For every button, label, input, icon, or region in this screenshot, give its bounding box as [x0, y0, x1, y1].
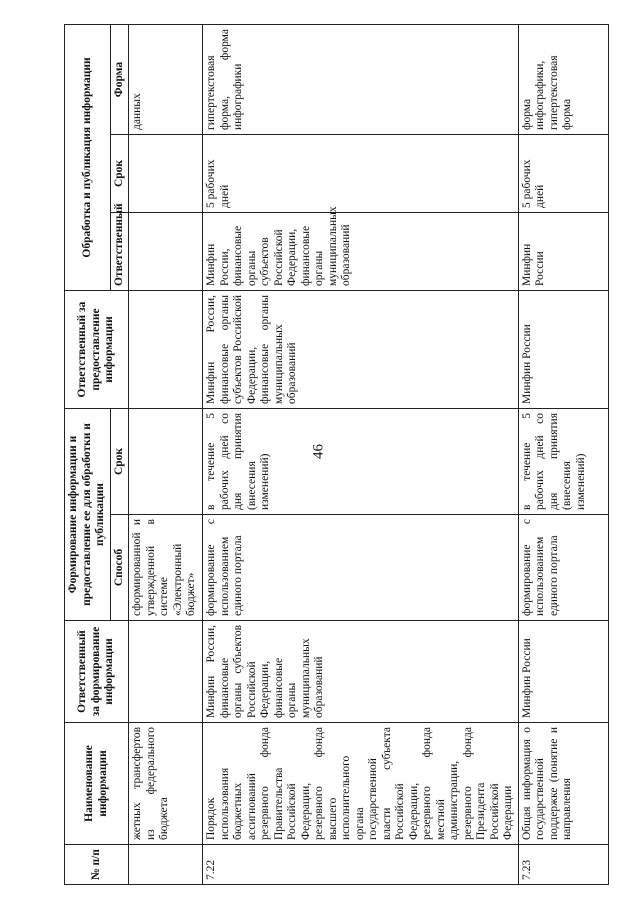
- cell-resp-form: [129, 621, 203, 723]
- cell-form: данных: [129, 25, 203, 135]
- header-resp-form: Ответственный за формирование информации: [65, 621, 129, 723]
- cell-name: Общая информация о государственной поддержке (понятие и направления: [518, 723, 608, 845]
- header-proc-group: Обработка и публикация информации: [65, 25, 111, 291]
- cell-method: сформированной и утвержденной в системе «Электронный бюджет»: [129, 515, 203, 621]
- cell-resp-form: Минфин России: [518, 621, 608, 723]
- cell-num: 7.22: [203, 845, 519, 885]
- header-resp: Ответственный: [110, 213, 129, 291]
- cell-form: форма инфографики, гипертекстовая форма: [518, 25, 608, 135]
- header-term2: Срок: [110, 135, 129, 213]
- cell-term: в течение 5 рабочих дней со дня принятия (внесения изменений): [203, 409, 519, 515]
- cell-name: Порядок использования бюджетных ассигнований резервного фонда Правительства Российской Федерации, резервного фонда высшего исполнительного органа государственной власти субъекта Российской Федерации, резервного фонда местной администрации, резервного фонда Президента Российской Федерации: [203, 723, 519, 845]
- rotated-table-wrapper: [64, 25, 587, 885]
- table-row: [203, 25, 519, 885]
- cell-resp: Минфин России: [518, 213, 608, 291]
- header-form: Форма: [110, 25, 129, 135]
- cell-name: жетных трансфертов из федерального бюджета: [129, 723, 203, 845]
- table-row: [518, 25, 608, 885]
- header-name: Наименование информации: [65, 723, 129, 845]
- page-number: 46: [310, 444, 327, 459]
- cell-num: 7.23: [518, 845, 608, 885]
- cell-resp-provide: Минфин России: [518, 291, 608, 409]
- cell-resp-provide: [129, 291, 203, 409]
- cell-resp: Минфин России, финансовые органы субъектов Российской Федерации, финансовые органы муниципальных образований: [203, 213, 519, 291]
- header-form-group: Формирование информации и предоставление ее для обработки и публикации: [65, 409, 111, 621]
- cell-form: гипертекстовая форма, форма инфографики: [203, 25, 519, 135]
- cell-term2: 5 рабочих дней: [203, 135, 519, 213]
- cell-method: формирование с использованием единого портала: [518, 515, 608, 621]
- cell-term2: [129, 135, 203, 213]
- header-num: № п/п: [65, 845, 129, 885]
- cell-term: [129, 409, 203, 515]
- header-term: Срок: [110, 409, 129, 515]
- header-method: Способ: [110, 515, 129, 621]
- header-resp-provide: Ответственный за предоставление информации: [65, 291, 129, 409]
- cell-num: [129, 845, 203, 885]
- cell-term2: 5 рабочих дней: [518, 135, 608, 213]
- cell-term: в течение 5 рабочих дней со дня принятия (внесения изменений): [518, 409, 608, 515]
- cell-resp-provide: Минфин России, финансовые органы субъектов Российской Федерации, финансовые органы муниципальных образований: [203, 291, 519, 409]
- info-table: [64, 24, 609, 885]
- cell-method: формирование с использованием единого портала: [203, 515, 519, 621]
- cell-resp-form: Минфин России, финансовые органы субъектов Российской Федерации, финансовые органы муниципальных образований: [203, 621, 519, 723]
- cell-resp: [129, 213, 203, 291]
- table-row: [129, 25, 203, 885]
